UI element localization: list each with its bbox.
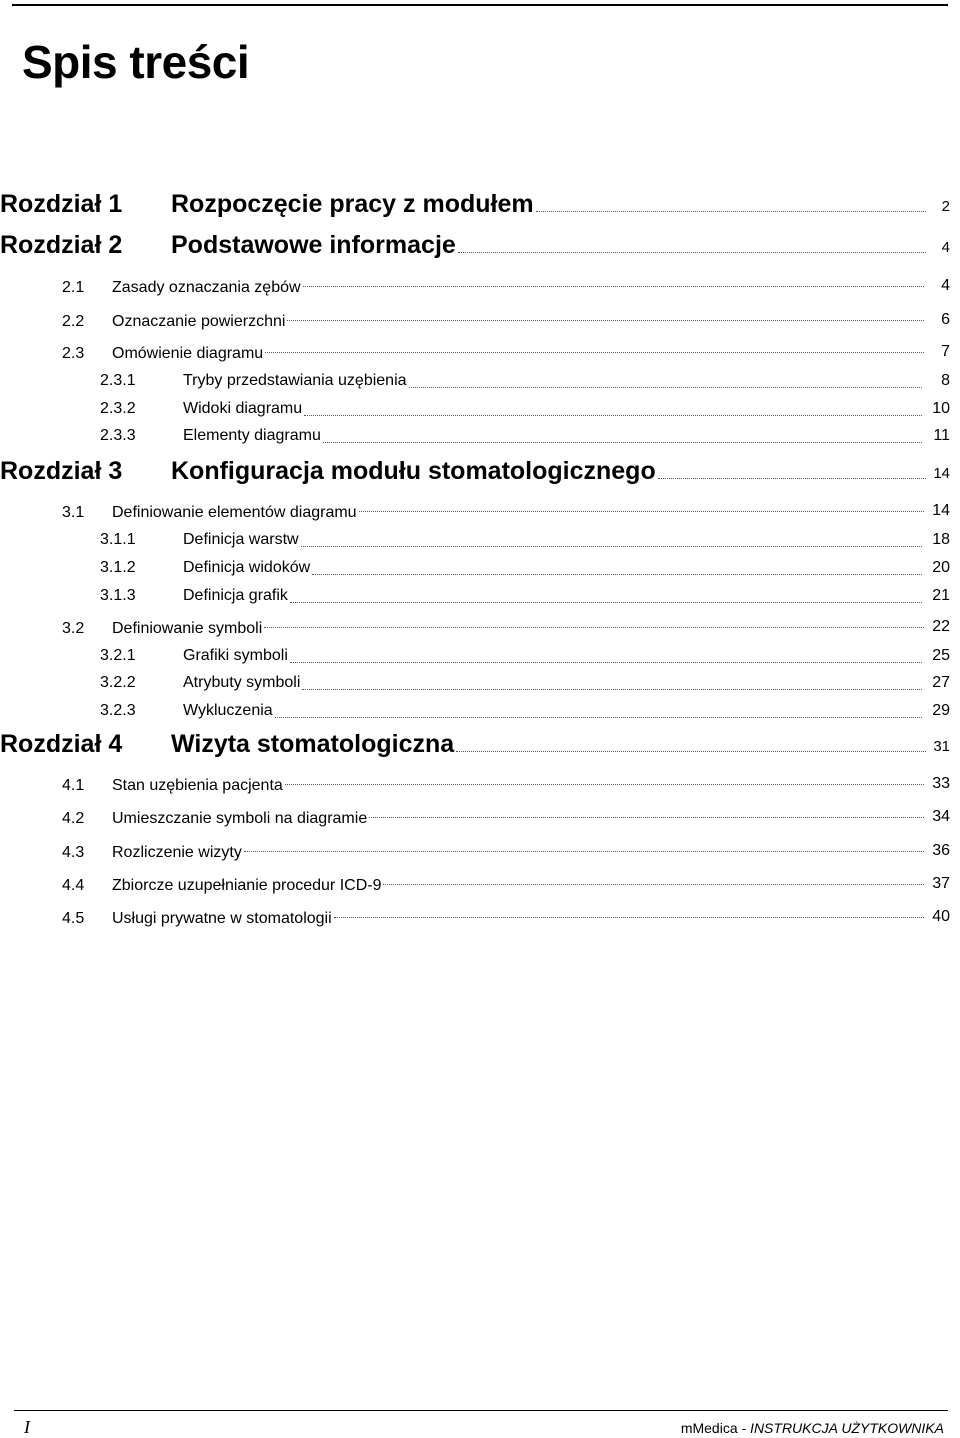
- toc-entry-subsection-3-1-3[interactable]: [0, 582, 960, 614]
- toc-entry-subsection-3-2-3[interactable]: [0, 697, 960, 729]
- toc-entry-title: Definicja grafik: [183, 587, 288, 604]
- toc-entry-title: Elementy diagramu: [183, 427, 321, 444]
- toc-entry-number: 2.3.1: [100, 372, 136, 389]
- toc-entry-number: 2.3.3: [100, 427, 136, 444]
- footer-page-number: I: [24, 1417, 30, 1437]
- footer-brand-suffix: - INSTRUKCJA UŻYTKOWNIKA: [737, 1420, 944, 1436]
- dot-leader: [312, 574, 922, 575]
- toc-entry-number: 3.1.3: [100, 587, 136, 604]
- toc-entry-page: 33: [932, 775, 950, 792]
- toc-entry-page: 8: [941, 372, 950, 389]
- toc-entry-chapter-1[interactable]: [0, 188, 960, 220]
- toc-entry-title: Wizyta stomatologiczna: [171, 730, 455, 758]
- dot-leader: [275, 717, 922, 718]
- dot-leader: [383, 884, 924, 885]
- toc-entry-page: 4: [941, 239, 950, 256]
- dot-leader: [285, 784, 924, 785]
- toc-entry-section-3-1[interactable]: [0, 497, 960, 529]
- toc-entry-page: 37: [932, 875, 950, 892]
- toc-entry-number: 4.5: [62, 910, 85, 927]
- toc-entry-page: 7: [941, 343, 950, 360]
- page-title: Spis treści: [22, 36, 250, 88]
- toc-entry-title: Umieszczanie symboli na diagramie: [112, 810, 368, 827]
- toc-entry-title: Rozliczenie wizyty: [112, 844, 242, 861]
- toc-entry-page: 40: [932, 908, 950, 925]
- dot-leader: [359, 511, 924, 512]
- toc-entry-page: 36: [932, 842, 950, 859]
- toc-entry-title: Podstawowe informacje: [171, 231, 456, 259]
- toc-entry-section-4-3[interactable]: [0, 837, 960, 869]
- toc-entry-number: Rozdział 4: [0, 730, 123, 758]
- toc-entry-title: Definicja warstw: [183, 531, 299, 548]
- toc-entry-section-2-2[interactable]: [0, 306, 960, 338]
- toc-entry-page: 27: [932, 674, 950, 691]
- toc-entry-title: Konfiguracja modułu stomatologicznego: [171, 457, 656, 485]
- toc-entry-page: 14: [932, 502, 950, 519]
- dot-leader: [301, 546, 922, 547]
- toc-entry-title: Oznaczanie powierzchni: [112, 313, 286, 330]
- toc-entry-section-4-5[interactable]: [0, 903, 960, 935]
- toc-entry-number: Rozdział 1: [0, 190, 123, 218]
- dot-leader: [536, 211, 926, 212]
- toc-entry-page: 2: [941, 198, 950, 215]
- toc-entry-title: Definiowanie elementów diagramu: [112, 504, 357, 521]
- dot-leader: [265, 352, 924, 353]
- toc-entry-section-4-1[interactable]: [0, 770, 960, 802]
- toc-entry-subsection-2-3-3[interactable]: [0, 422, 960, 454]
- footer-brand-name: mMedica: [680, 1420, 738, 1436]
- toc-entry-number: 2.3: [62, 345, 85, 362]
- toc-entry-page: 4: [941, 277, 950, 294]
- toc-entry-number: 4.3: [62, 844, 85, 861]
- toc-entry-chapter-4[interactable]: [0, 728, 960, 760]
- toc-entry-section-4-4[interactable]: [0, 870, 960, 902]
- toc-entry-number: 4.2: [62, 810, 85, 827]
- toc-entry-number: 3.2.1: [100, 647, 136, 664]
- toc-entry-page: 22: [932, 618, 950, 635]
- dot-leader: [369, 817, 924, 818]
- toc-entry-title: Tryby przedstawiania uzębienia: [183, 372, 407, 389]
- toc-entry-chapter-2[interactable]: [0, 229, 960, 261]
- dot-leader: [302, 689, 922, 690]
- dot-leader: [244, 851, 924, 852]
- toc-entry-page: 34: [932, 808, 950, 825]
- toc-entry-number: Rozdział 3: [0, 457, 123, 485]
- toc-entry-page: 25: [932, 647, 950, 664]
- toc-entry-page: 6: [941, 311, 950, 328]
- toc-entry-number: 4.1: [62, 777, 85, 794]
- toc-entry-title: Zasady oznaczania zębów: [112, 279, 301, 296]
- dot-leader: [323, 442, 922, 443]
- toc-entry-page: 11: [933, 427, 950, 444]
- dot-leader: [290, 602, 922, 603]
- toc-entry-title: Wykluczenia: [183, 702, 273, 719]
- toc-entry-title: Definicja widoków: [183, 559, 311, 576]
- toc-entry-title: Rozpoczęcie pracy z modułem: [171, 190, 534, 218]
- toc-entry-section-4-2[interactable]: [0, 803, 960, 835]
- toc-entry-number: 3.1.1: [100, 531, 136, 548]
- dot-leader: [456, 751, 926, 752]
- dot-leader: [334, 917, 924, 918]
- toc-entry-number: 2.1: [62, 279, 85, 296]
- dot-leader: [290, 662, 922, 663]
- toc-entry-title: Zbiorcze uzupełnianie procedur ICD-9: [112, 877, 382, 894]
- toc-entry-title: Stan uzębienia pacjenta: [112, 777, 283, 794]
- toc-entry-number: 3.2.2: [100, 674, 136, 691]
- toc-entry-title: Omówienie diagramu: [112, 345, 264, 362]
- dot-leader: [304, 415, 922, 416]
- toc-entry-title: Grafiki symboli: [183, 647, 288, 664]
- toc-entry-section-3-2[interactable]: [0, 613, 960, 645]
- toc-entry-number: Rozdział 2: [0, 231, 123, 259]
- toc-entry-number: 2.3.2: [100, 400, 136, 417]
- toc-entry-title: Atrybuty symboli: [183, 674, 301, 691]
- dot-leader: [264, 627, 924, 628]
- dot-leader: [287, 320, 924, 321]
- toc-entry-section-2-3[interactable]: [0, 338, 960, 370]
- toc-entry-chapter-3[interactable]: [0, 455, 960, 487]
- toc-entry-number: 3.2.3: [100, 702, 136, 719]
- toc-entry-title: Usługi prywatne w stomatologii: [112, 910, 332, 927]
- footer-brand: [681, 1418, 944, 1438]
- dot-leader: [458, 252, 926, 253]
- toc-entry-page: 29: [932, 702, 950, 719]
- toc-entry-number: 4.4: [62, 877, 85, 894]
- toc-entry-page: 18: [932, 531, 950, 548]
- toc-entry-title: Widoki diagramu: [183, 400, 303, 417]
- toc-entry-number: 3.1.2: [100, 559, 136, 576]
- dot-leader: [658, 478, 926, 479]
- toc-entry-page: 10: [932, 400, 950, 417]
- toc-entry-number: 2.2: [62, 313, 85, 330]
- toc-entry-section-2-1[interactable]: [0, 272, 960, 304]
- toc-entry-page: 14: [933, 465, 950, 482]
- dot-leader: [303, 286, 924, 287]
- toc-entry-number: 3.1: [62, 504, 85, 521]
- toc-entry-page: 21: [932, 587, 950, 604]
- dot-leader: [409, 387, 922, 388]
- toc-entry-number: 3.2: [62, 620, 85, 637]
- footer-rule: [14, 1410, 948, 1411]
- toc-entry-page: 20: [932, 559, 950, 576]
- toc-entry-title: Definiowanie symboli: [112, 620, 263, 637]
- toc-entry-page: 31: [933, 738, 950, 755]
